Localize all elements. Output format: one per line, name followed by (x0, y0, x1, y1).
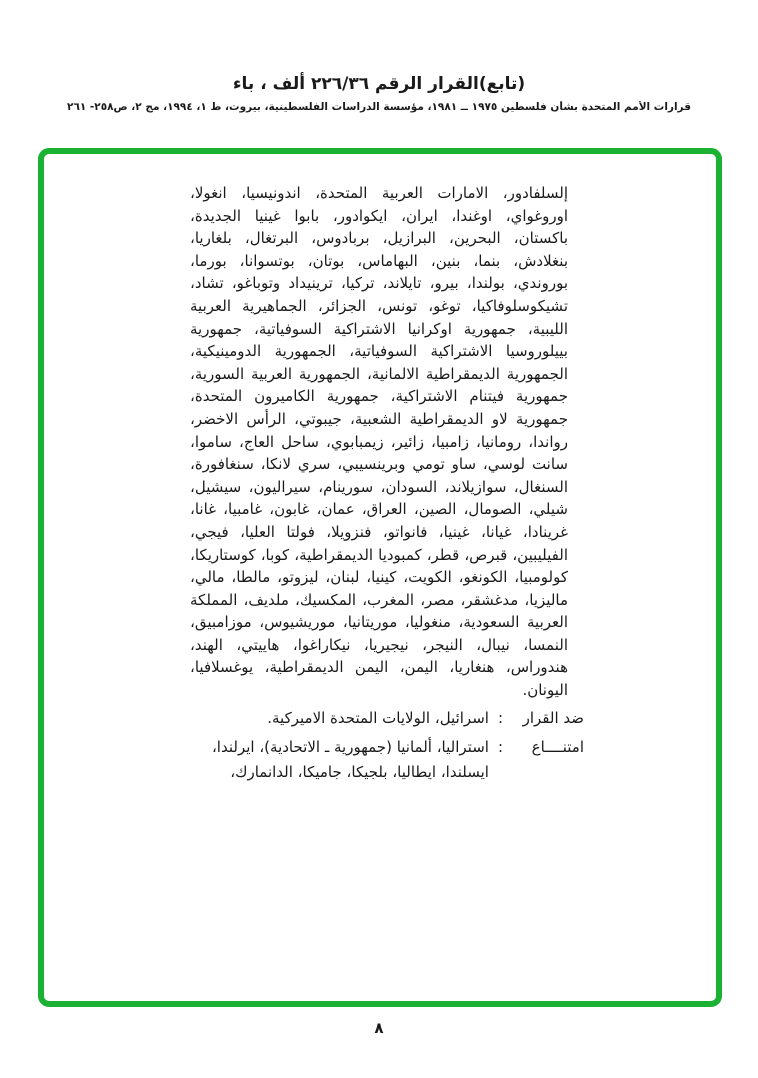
abstain-country-list: استراليا، ألمانيا (جمهورية ـ الاتحادية)، ايرلندا، ايسلندا، ايطاليا، بلجيكا، جاميكا، الدانمارك، (211, 737, 489, 781)
page-number: ٨ (374, 1019, 384, 1037)
against-row (190, 706, 584, 731)
abstain-label: امتنــــاع (531, 737, 584, 756)
source-citation: قرارات الأمم المتحدة بشأن فلسطين ١٩٧٥ ــ ١٩٨١، مؤسسة الدراسات الفلسطينية، بيروت، ط ١، ١٩٩٤، مج ٢، ص٢٥٨- ٢٦١ (67, 101, 691, 113)
resolution-title: (تابع)القرار الرقم ٢٢٦/٣٦ ألف ، باء (232, 74, 526, 94)
against-colon: : (497, 708, 503, 727)
against-country-list: اسرائيل، الولايات المتحدة الاميركية. (267, 708, 489, 727)
page-header (0, 74, 758, 113)
page-footer (0, 1018, 758, 1037)
in-favor-country-list: إلسلفادور، الامارات العربية المتحدة، اندونيسيا، انغولا، اوروغواي، اوغندا، ايران، ايكوادور، بابوا غينيا الجديدة، باكستان، البحرين، البرازيل، بربادوس، البرتغال، بلغاريا، بنغلادش، بنما، بنين، البهاماس، بوتان، بوتسوانا، بورما، بوروندي، بولندا، بيرو، تايلاند، تركيا، ترينيداد وتوباغو، تشاد، تشيكوسلوفاكيا، توغو، تونس، الجزائر، الجماهيرية العربية الليبية، جمهورية اوكرانيا الاشتراكية السوفياتية، جمهورية بييلوروسيا الاشتراكية السوفياتية، الجمهورية الدومينيكية، الجمهورية الديمقراطية الالمانية، الجمهورية العربية السورية، جمهورية فيتنام الاشتراكية، جمهورية الكاميرون المتحدة، جمهورية لاو الديمقراطية الشعبية، جيبوتي، الرأس الاخضر، رواندا، رومانيا، زامبيا، زائير، زيمبابوي، ساحل العاج، ساموا، سانت لوسي، ساو تومي وبرينسيبي، سري لانكا، سنغافورة، السنغال، سوازيلاند، السودان، سورينام، سيراليون، سيشيل، شيلي، الصومال، الصين، العراق، عمان، غابون، غامبيا، غانا، غرينادا، غيانا، غينيا، فانواتو، فنزويلا، فولتا العليا، فيجي، الفيليبين، قبرص، قطر، كمبوديا الديمقراطية، كوبا، كوستاريكا، كولومبيا، الكونغو، الكويت، كينيا، لبنان، ليزوتو، مالطا، مالي، ماليزيا، مدغشقر، مصر، المغرب، المكسيك، ملديف، المملكة العربية السعودية، منغوليا، موريتانيا، موريشيوس، موزامبيق، النمسا، نيبال، النيجر، نيجيريا، نيكاراغوا، هاييتي، الهند، هندوراس، هنغاريا، اليمن، اليمن الديمقراطية، يوغسلافيا، اليونان. (190, 184, 568, 700)
abstain-row (190, 735, 584, 785)
vote-record-block (190, 182, 584, 785)
against-label: ضد القرار (522, 708, 584, 727)
abstain-colon: : (497, 737, 503, 756)
content-border-frame (38, 148, 722, 1007)
